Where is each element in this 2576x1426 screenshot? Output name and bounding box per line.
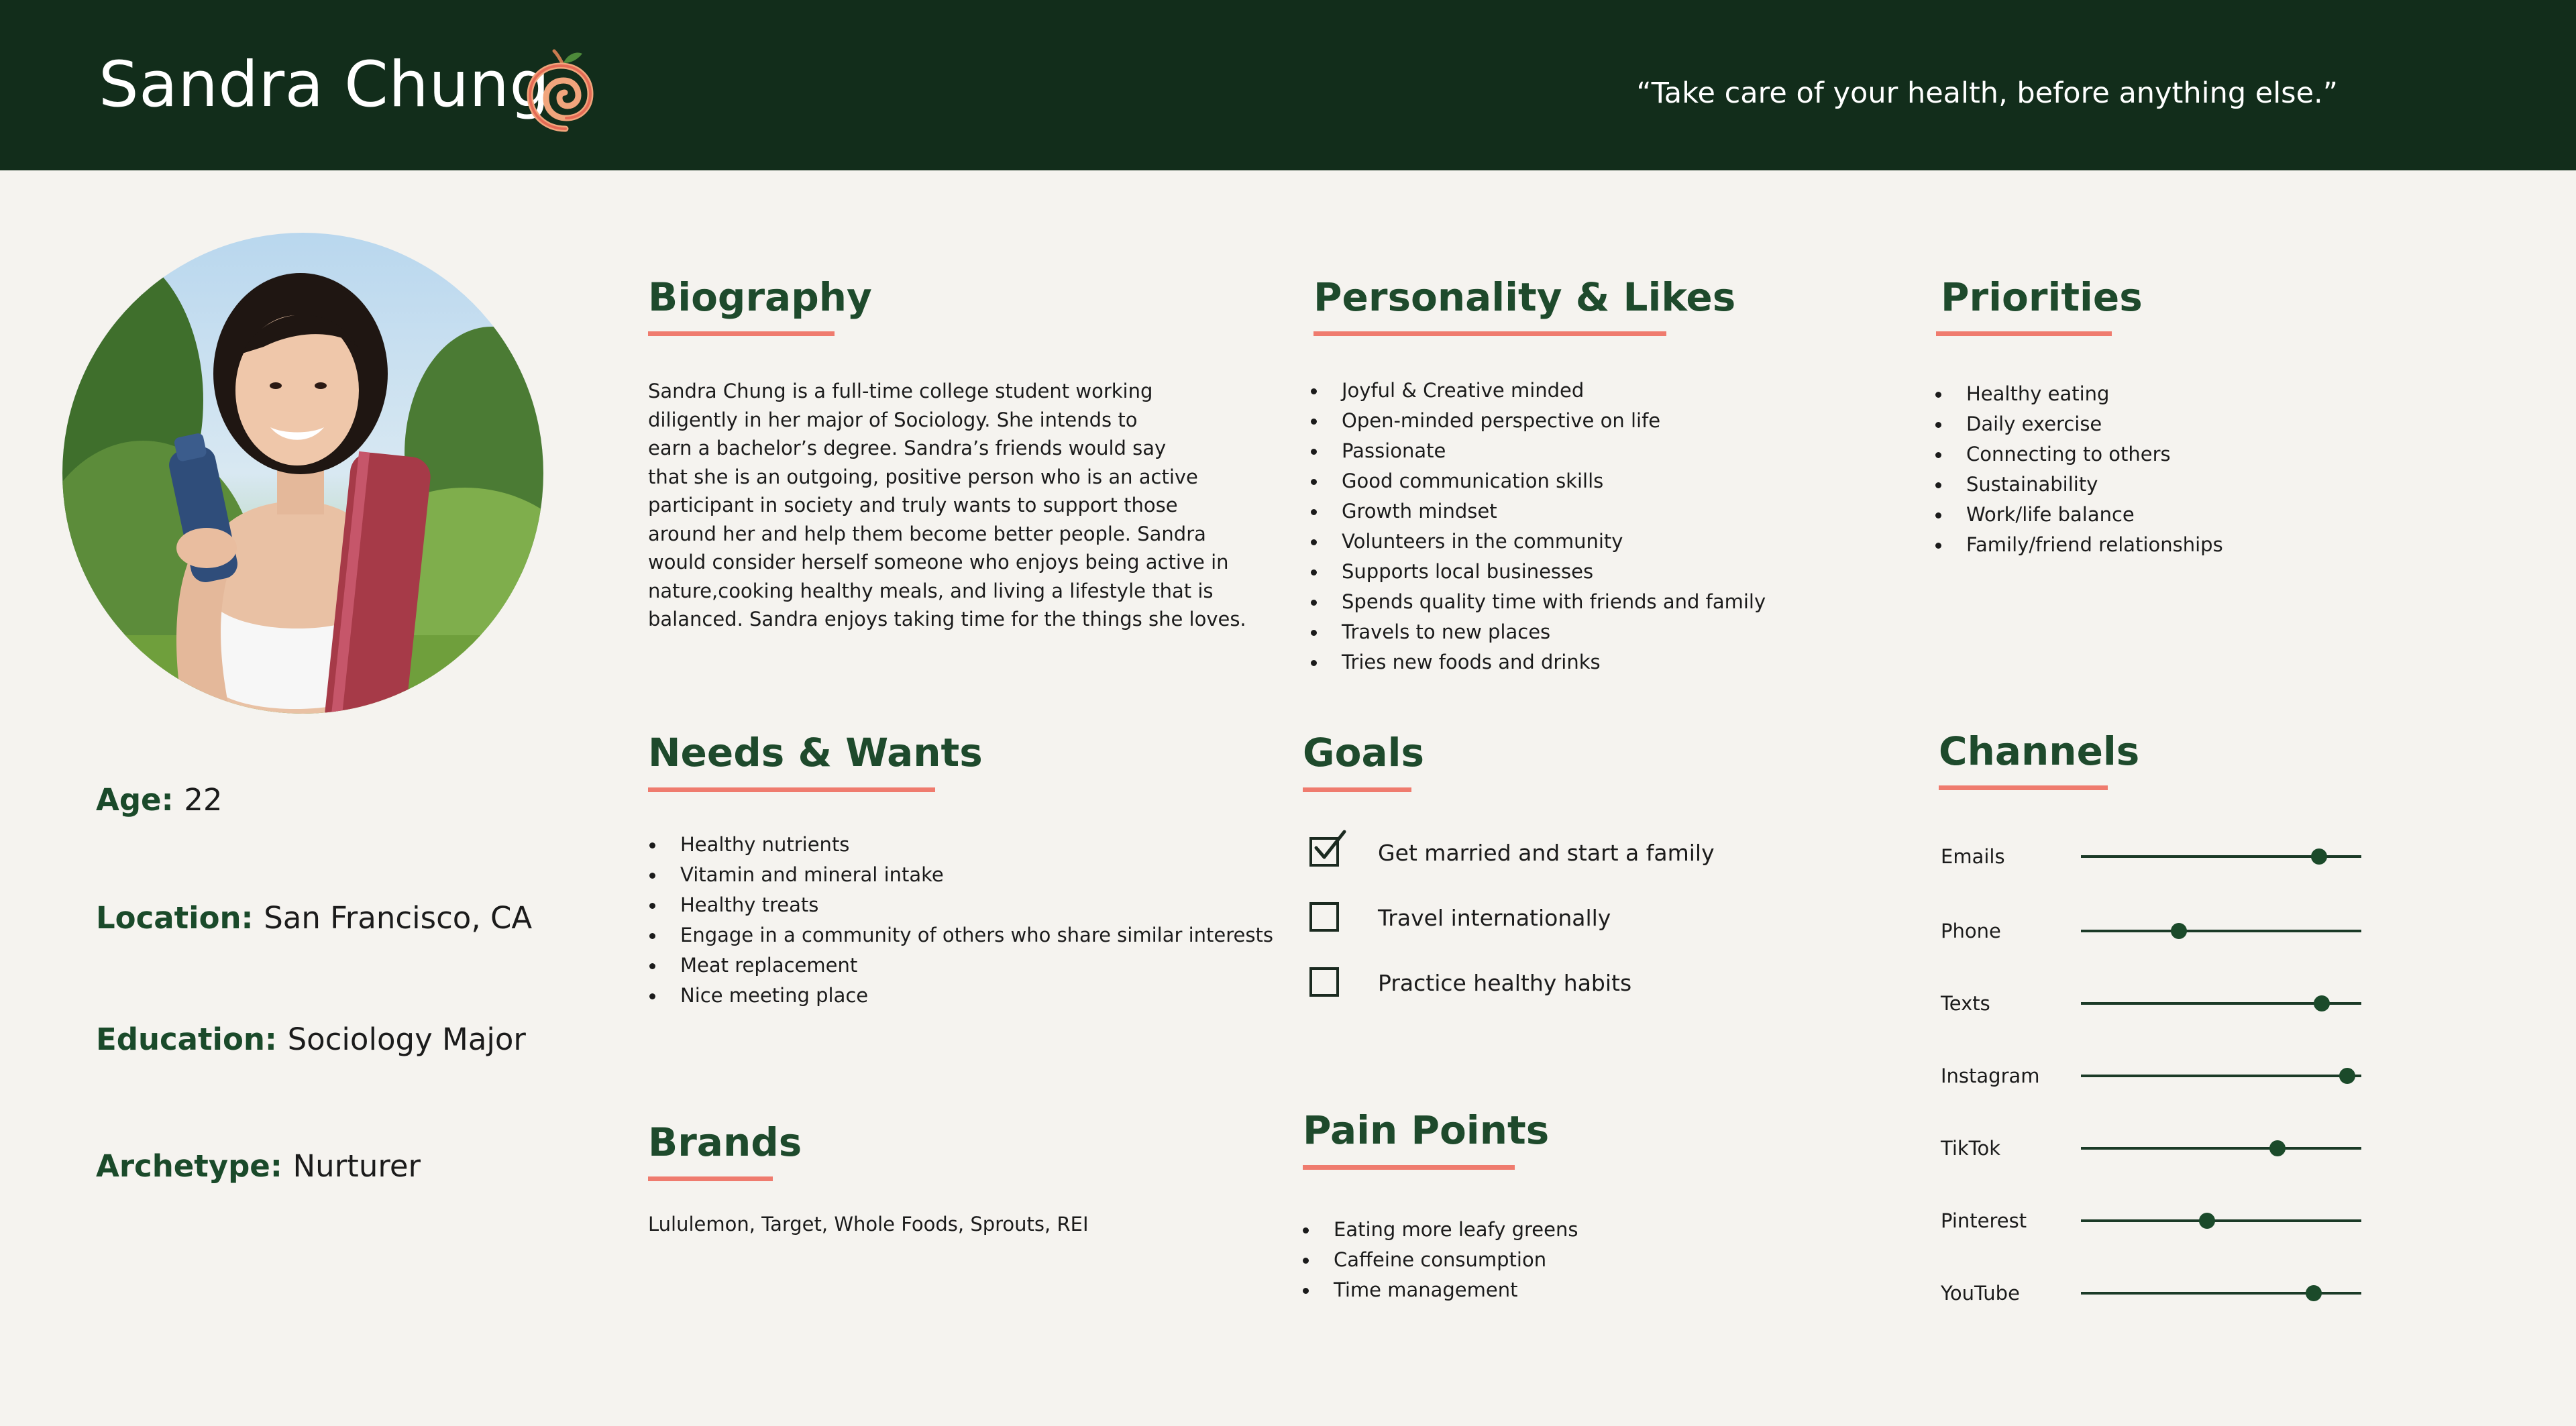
education-value: Sociology Major [287,1022,526,1057]
swirl-apple-icon [521,44,610,134]
list-item: Caffeine consumption [1303,1245,1578,1275]
channel-label: Texts [1941,992,1990,1015]
list-item: Travels to new places [1311,617,1766,647]
channel-row [1939,1201,2368,1241]
education-key: Education [96,1022,265,1057]
goal-item[interactable] [1309,837,1779,872]
goal-label: Travel internationally [1378,905,1611,931]
portrait-illustration [62,233,543,714]
channel-row [1939,836,2368,877]
brands-heading: Brands [648,1119,802,1165]
list-item: Tries new foods and drinks [1311,647,1766,677]
channel-slider-handle[interactable] [2269,1140,2286,1156]
biography-line: earn a bachelor’s degree. Sandra’s friends would say [648,437,1167,459]
header-bar [0,0,2576,170]
pain-points-heading: Pain Points [1303,1107,1550,1153]
archetype-separator: : [270,1148,293,1184]
goal-item[interactable] [1309,967,1779,1002]
list-item: Sustainability [1935,470,2223,500]
list-item: Connecting to others [1935,439,2223,470]
list-item: Meat replacement [649,950,1273,981]
education-detail [96,1022,526,1057]
biography-line: would consider herself someone who enjoys being active in [648,551,1229,573]
channel-slider-track[interactable] [2081,1002,2361,1005]
education-separator: : [264,1022,288,1057]
channel-slider-handle[interactable] [2311,848,2327,865]
needs-underline [648,787,935,792]
biography-line: diligently in her major of Sociology. She intends to [648,408,1138,431]
channel-slider-track[interactable] [2081,1219,2361,1222]
channel-slider-handle[interactable] [2171,923,2187,939]
archetype-key: Archetype [96,1148,270,1184]
biography-line: around her and help them become better people. Sandra [648,522,1206,545]
list-item: Spends quality time with friends and family [1311,587,1766,617]
channel-slider-track[interactable] [2081,1075,2361,1077]
archetype-value: Nurturer [292,1148,421,1184]
list-item: Good communication skills [1311,466,1766,496]
list-item: Joyful & Creative minded [1311,376,1766,406]
list-item: Family/friend relationships [1935,530,2223,560]
channels-heading: Channels [1939,728,2140,774]
personality-list [1311,376,1766,677]
biography-line: that she is an outgoing, positive person who is an active [648,465,1198,488]
channel-label: Phone [1941,920,2001,942]
priorities-list [1935,379,2223,560]
channels-underline [1939,785,2108,790]
channel-slider-track[interactable] [2081,930,2361,932]
list-item: Passionate [1311,436,1766,466]
list-item: Time management [1303,1275,1578,1305]
list-item: Nice meeting place [649,981,1273,1011]
list-item: Work/life balance [1935,500,2223,530]
location-key: Location [96,900,241,936]
list-item: Supports local businesses [1311,557,1766,587]
goal-item[interactable] [1309,902,1779,937]
channel-label: YouTube [1941,1282,2020,1305]
age-separator: : [161,782,184,818]
biography-heading: Biography [648,274,872,320]
location-value: San Francisco, CA [264,900,533,936]
priorities-underline [1936,331,2112,336]
location-separator: : [241,900,264,936]
biography-line: balanced. Sandra enjoys taking time for the things she loves. [648,608,1246,630]
biography-line: nature,cooking healthy meals, and living a lifestyle that is [648,579,1214,602]
biography-underline [648,331,835,336]
brands-underline [648,1176,773,1181]
channel-row [1939,1056,2368,1096]
personality-underline [1313,331,1666,336]
goal-label: Practice healthy habits [1378,970,1632,996]
goals-underline [1303,787,1411,792]
location-detail [96,900,533,936]
biography-line: Sandra Chung is a full-time college student working [648,380,1153,402]
checkmark-icon [1311,829,1348,867]
biography-text [648,377,1246,634]
age-key: Age [96,782,162,818]
channel-slider-track[interactable] [2081,855,2361,858]
list-item: Healthy treats [649,890,1273,920]
channel-slider-handle[interactable] [2199,1213,2215,1229]
list-item: Healthy nutrients [649,830,1273,860]
channel-row [1939,983,2368,1024]
list-item: Vitamin and mineral intake [649,860,1273,890]
goal-label: Get married and start a family [1378,840,1715,866]
list-item: Daily exercise [1935,409,2223,439]
channel-label: Pinterest [1941,1209,2027,1232]
channel-label: TikTok [1941,1137,2000,1160]
archetype-detail [96,1148,421,1184]
priorities-heading: Priorities [1941,274,2143,320]
needs-list [649,830,1273,1011]
needs-heading: Needs & Wants [648,730,983,775]
age-detail [96,782,223,818]
list-item: Engage in a community of others who share similar interests [649,920,1273,950]
pain-points-list [1303,1215,1578,1305]
channel-row [1939,911,2368,951]
header-quote: “Take care of your health, before anything else.” [1636,76,2338,110]
goal-checkbox[interactable] [1309,902,1339,932]
list-item: Eating more leafy greens [1303,1215,1578,1245]
biography-line: participant in society and truly wants to support those [648,494,1178,516]
channel-label: Emails [1941,845,2005,868]
list-item: Open-minded perspective on life [1311,406,1766,436]
channel-slider-handle[interactable] [2314,995,2330,1011]
channel-row [1939,1273,2368,1313]
channel-label: Instagram [1941,1064,2040,1087]
age-value: 22 [184,782,223,818]
list-item: Volunteers in the community [1311,527,1766,557]
brands-text: Lululemon, Target, Whole Foods, Sprouts, REI [648,1213,1089,1236]
persona-name: Sandra Chung [99,48,550,121]
channel-slider-handle[interactable] [2339,1068,2355,1084]
personality-heading: Personality & Likes [1313,274,1736,320]
channel-row [1939,1128,2368,1168]
list-item: Healthy eating [1935,379,2223,409]
list-item: Growth mindset [1311,496,1766,527]
pain-points-underline [1303,1165,1515,1170]
portrait-photo [62,233,543,714]
channel-slider-handle[interactable] [2306,1285,2322,1301]
goal-checkbox[interactable] [1309,967,1339,997]
channel-slider-track[interactable] [2081,1292,2361,1295]
goals-heading: Goals [1303,730,1424,775]
channel-slider-track[interactable] [2081,1147,2361,1150]
